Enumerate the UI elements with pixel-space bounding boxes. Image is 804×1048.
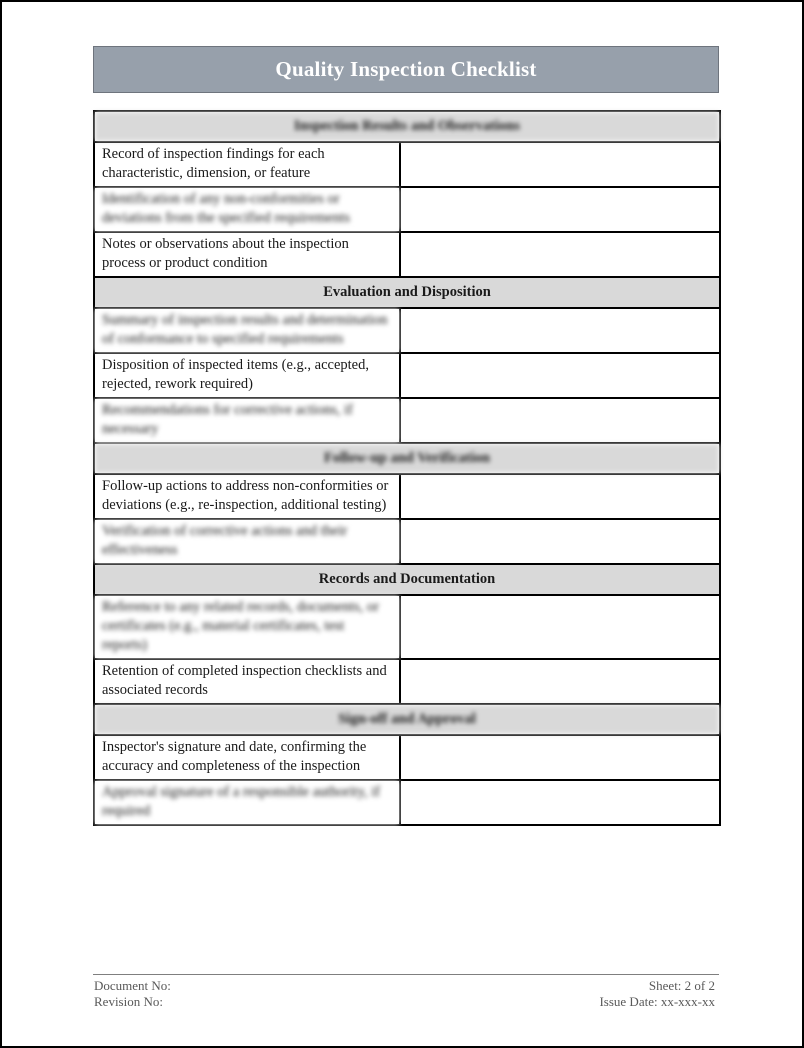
checklist-row [94, 398, 720, 443]
row-label: Retention of completed inspection checklists and associated records [94, 659, 400, 704]
checklist-row [94, 780, 720, 825]
row-value-cell[interactable] [400, 474, 720, 519]
sheet-number: Sheet: 2 of 2 [648, 978, 715, 993]
row-value-cell[interactable] [400, 187, 720, 232]
checklist-row [94, 187, 720, 232]
row-label: Approval signature of a responsible authority, if required [94, 780, 400, 825]
footer-right [599, 978, 715, 1009]
checklist-row [94, 353, 720, 398]
checklist-table-body [94, 111, 720, 825]
row-label: Notes or observations about the inspection process or product condition [94, 232, 400, 277]
checklist-row [94, 735, 720, 780]
checklist-row [94, 474, 720, 519]
title-bar [93, 46, 719, 93]
row-label: Summary of inspection results and determination of conformance to specified requirements [94, 308, 400, 353]
row-label: Reference to any related records, documents, or certificates (e.g., material certificates, test reports) [94, 595, 400, 659]
row-value-cell[interactable] [400, 519, 720, 564]
section-header-row [94, 111, 720, 142]
row-value-cell[interactable] [400, 595, 720, 659]
row-value-cell[interactable] [400, 735, 720, 780]
row-value-cell[interactable] [400, 353, 720, 398]
row-label: Inspector's signature and date, confirming the accuracy and completeness of the inspection [94, 735, 400, 780]
section-header: Records and Documentation [94, 564, 720, 595]
section-header: Inspection Results and Observations [94, 111, 720, 142]
section-header-row [94, 704, 720, 735]
checklist-table [93, 110, 721, 826]
footer-divider [93, 974, 719, 975]
row-label: Disposition of inspected items (e.g., accepted, rejected, rework required) [94, 353, 400, 398]
row-label: Verification of corrective actions and their effectiveness [94, 519, 400, 564]
checklist-row [94, 142, 720, 187]
section-header-row [94, 443, 720, 474]
row-label: Record of inspection findings for each characteristic, dimension, or feature [94, 142, 400, 187]
checklist-row [94, 659, 720, 704]
row-label: Follow-up actions to address non-conformities or deviations (e.g., re-inspection, additional testing) [94, 474, 400, 519]
section-header: Sign-off and Approval [94, 704, 720, 735]
row-value-cell[interactable] [400, 232, 720, 277]
page-title: Quality Inspection Checklist [275, 57, 537, 81]
checklist-row [94, 232, 720, 277]
row-value-cell[interactable] [400, 780, 720, 825]
row-value-cell[interactable] [400, 398, 720, 443]
checklist-row [94, 519, 720, 564]
row-label: Recommendations for corrective actions, if necessary [94, 398, 400, 443]
section-header: Evaluation and Disposition [94, 277, 720, 308]
checklist-row [94, 595, 720, 659]
section-header-row [94, 564, 720, 595]
issue-date: Issue Date: xx-xxx-xx [599, 993, 715, 1009]
document-no-label: Document No: [94, 978, 171, 993]
revision-no-label: Revision No: [94, 993, 163, 1009]
section-header: Follow-up and Verification [94, 443, 720, 474]
footer-left [94, 978, 171, 1009]
row-value-cell[interactable] [400, 142, 720, 187]
checklist-row [94, 308, 720, 353]
row-value-cell[interactable] [400, 308, 720, 353]
section-header-row [94, 277, 720, 308]
row-label: Identification of any non-conformities or deviations from the specified requirements [94, 187, 400, 232]
row-value-cell[interactable] [400, 659, 720, 704]
